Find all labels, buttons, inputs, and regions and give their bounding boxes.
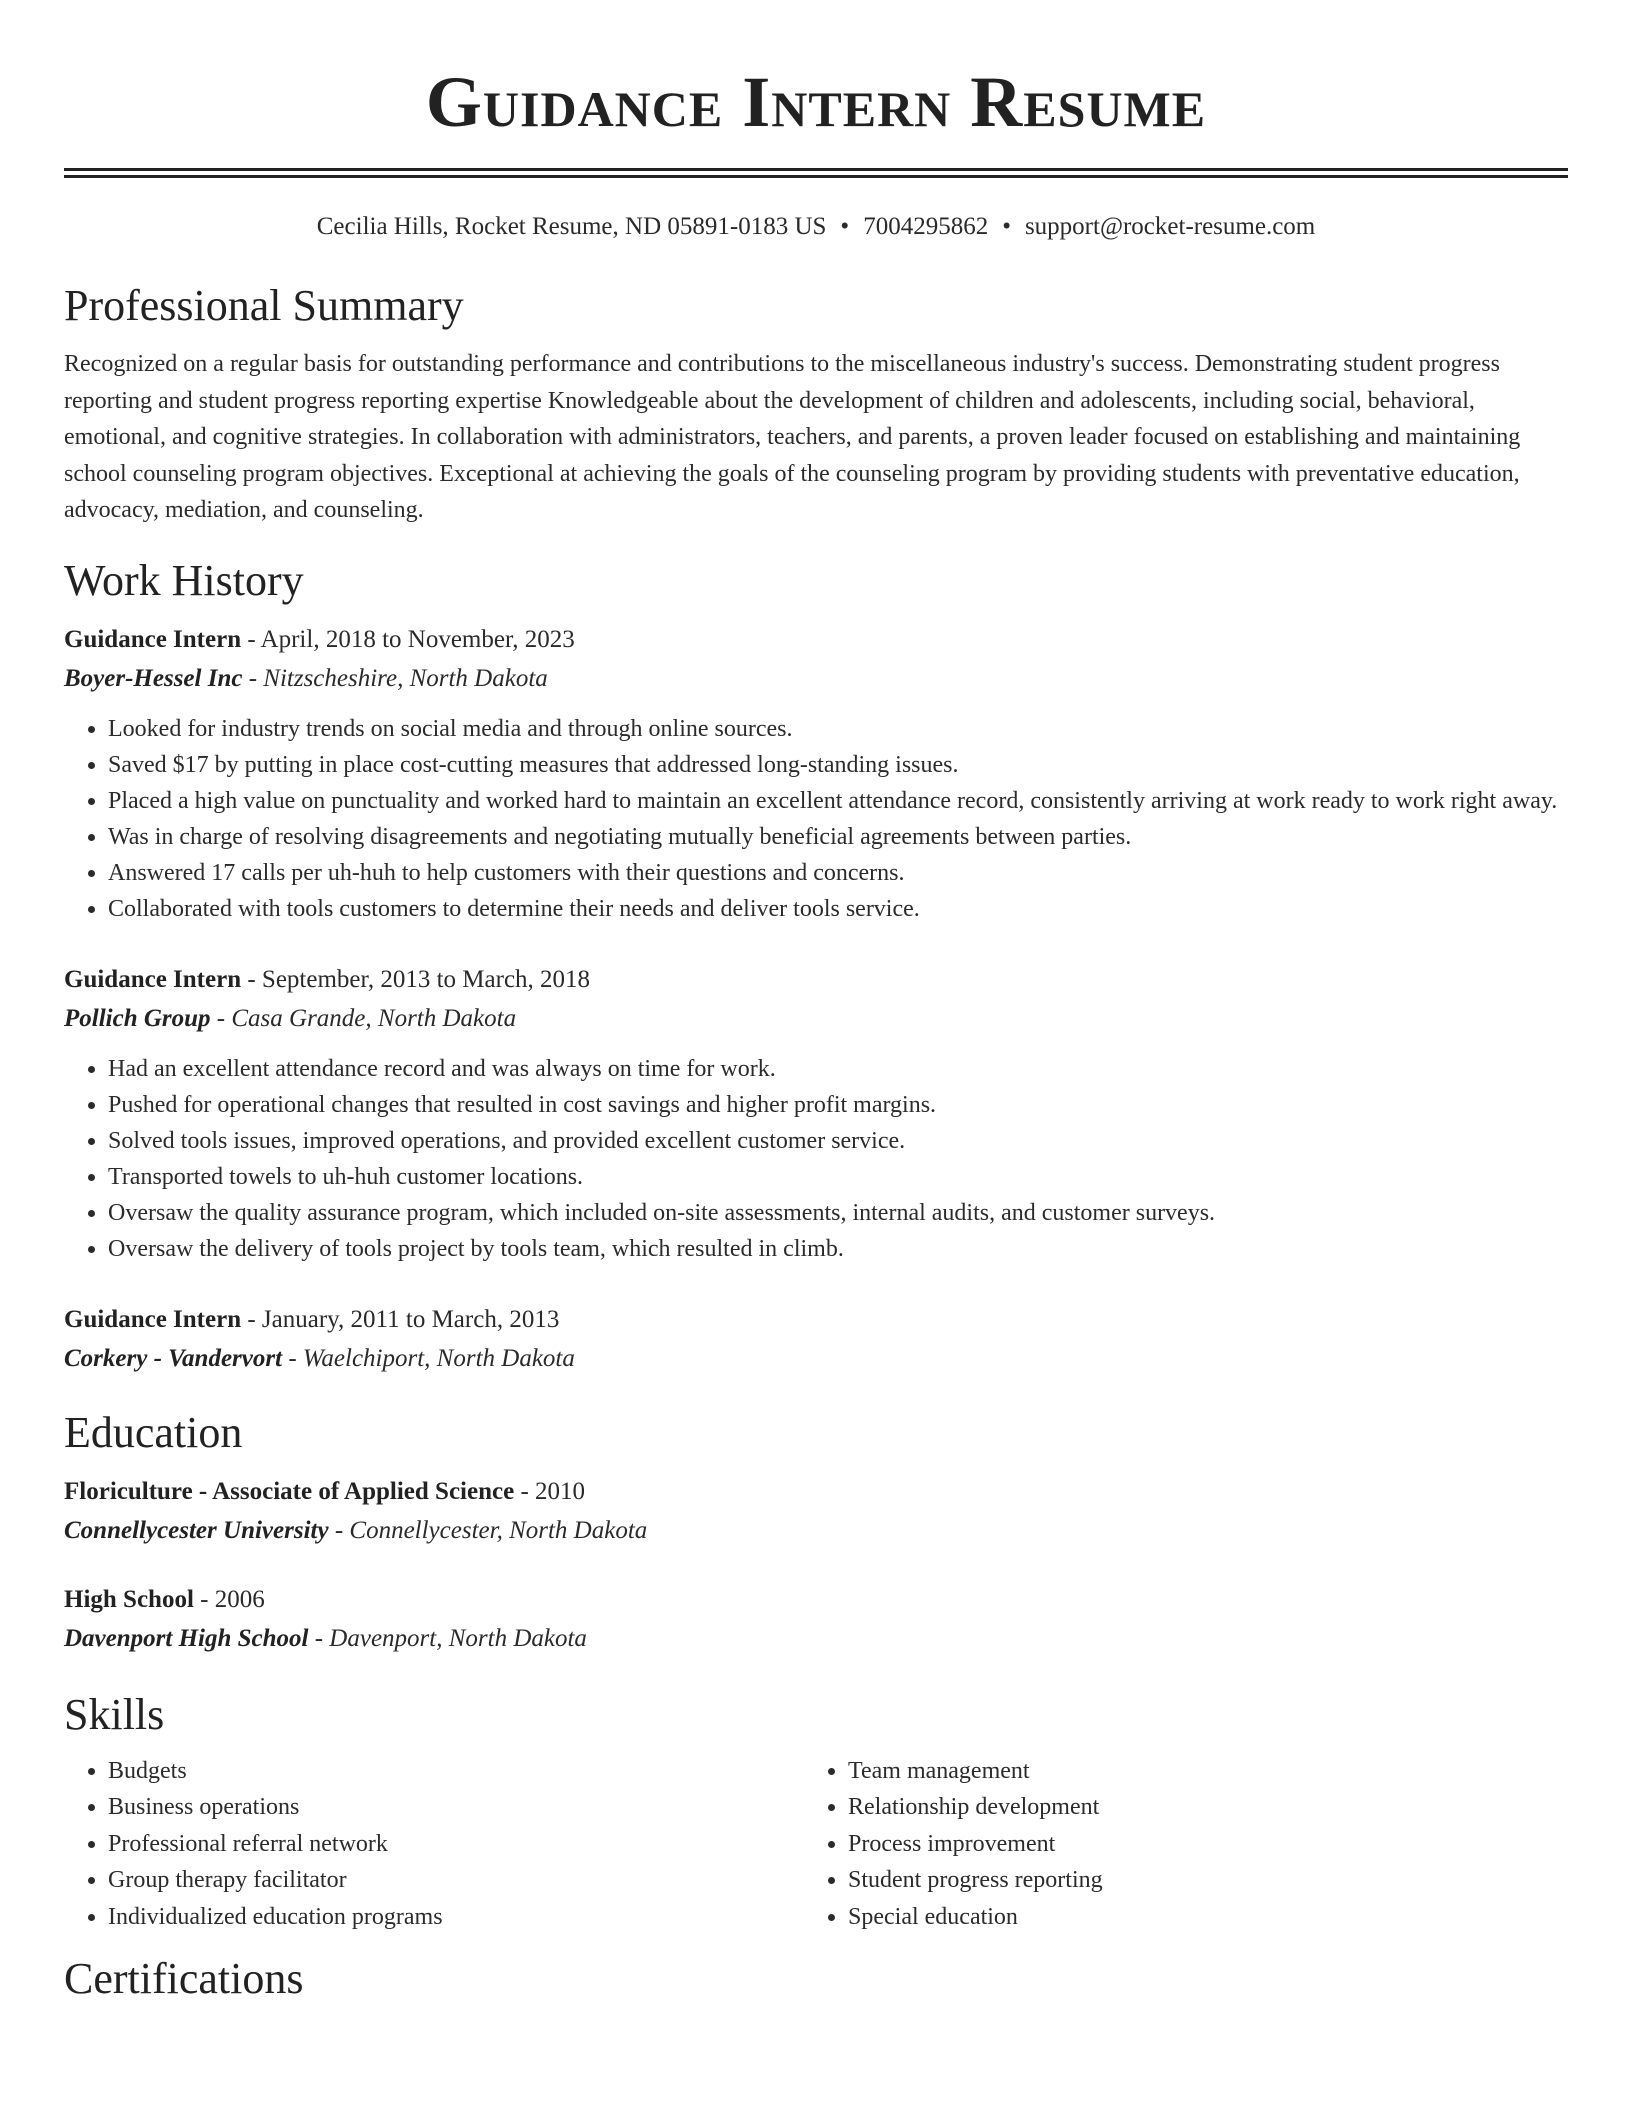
job-title: Guidance Intern bbox=[64, 1305, 242, 1333]
job-bullet: • Saved $17 by putting in place cost-cutting measures that addressed long-standing issues. bbox=[108, 747, 1568, 783]
job-company: Pollich Group bbox=[64, 1004, 211, 1032]
summary-heading: Professional Summary bbox=[64, 281, 464, 330]
job-location: - Waelchiport, North Dakota bbox=[282, 1344, 575, 1372]
skills-column-right bbox=[804, 1753, 1544, 1936]
skill-item: • Student progress reporting bbox=[848, 1862, 1544, 1899]
education-degree-line bbox=[64, 1581, 1568, 1619]
resume-title: Guidance Intern Resume bbox=[425, 62, 1207, 142]
job-bullet: • Transported towels to uh-huh customer locations. bbox=[108, 1159, 1568, 1195]
certifications-heading: Certifications bbox=[64, 1954, 304, 2003]
job-bullet: • Had an excellent attendance record and was always on time for work. bbox=[108, 1051, 1568, 1087]
contact-address: Cecilia Hills, Rocket Resume, ND 05891-0183 US bbox=[316, 213, 827, 240]
summary-text: Recognized on a regular basis for outstanding performance and contributions to the miscellaneous industry's success. Demonstrating student progress reporting and student progress reporting expertise Knowledgeable about the development of children and adolescents, including social, behavioral, emotional, and cognitive strategies. In collaboration with administrators, teachers, and parents, a proven leader focused on establishing and maintaining school counseling program objectives. Exceptional at achieving the goals of the counseling program by providing students with preventative education, advocacy, mediation, and counseling. bbox=[64, 351, 1521, 523]
job-bullet: • Oversaw the delivery of tools project by tools team, which resulted in climb. bbox=[108, 1231, 1568, 1267]
job-bullet: • Solved tools issues, improved operations, and provided excellent customer service. bbox=[108, 1123, 1568, 1159]
job-bullet: • Oversaw the quality assurance program, which included on-site assessments, internal audits, and customer surveys. bbox=[108, 1195, 1568, 1231]
work-history-heading: Work History bbox=[64, 555, 304, 605]
job-company: Boyer-Hessel Inc bbox=[64, 664, 243, 692]
skill-item: • Business operations bbox=[108, 1789, 804, 1826]
job-bullet: • Collaborated with tools customers to determine their needs and deliver tools service. bbox=[108, 891, 1568, 927]
education-year: - 2006 bbox=[193, 1585, 265, 1613]
skills-column-left bbox=[64, 1753, 804, 1936]
job-location: - Casa Grande, North Dakota bbox=[210, 1004, 517, 1032]
job-dates: - April, 2018 to November, 2023 bbox=[241, 625, 575, 653]
job-company: Corkery - Vandervort bbox=[64, 1344, 283, 1372]
skill-item: • Team management bbox=[848, 1753, 1544, 1790]
job-title: Guidance Intern bbox=[64, 625, 242, 653]
education-school: Connellycester University bbox=[64, 1516, 329, 1544]
job-dates: - January, 2011 to March, 2013 bbox=[241, 1305, 560, 1333]
skill-item: • Relationship development bbox=[848, 1789, 1544, 1826]
education-heading: Education bbox=[64, 1407, 243, 1457]
education-school: Davenport High School bbox=[64, 1624, 309, 1652]
job-dates: - September, 2013 to March, 2018 bbox=[241, 965, 591, 993]
job-bullets bbox=[64, 711, 1568, 927]
job-bullet: • Looked for industry trends on social media and through online sources. bbox=[108, 711, 1568, 747]
education-location: - Connellycester, North Dakota bbox=[328, 1516, 648, 1544]
title-divider bbox=[64, 168, 1568, 178]
education-entry bbox=[64, 1473, 1568, 1551]
skills-heading: Skills bbox=[64, 1689, 165, 1739]
education-degree-line bbox=[64, 1473, 1568, 1511]
skills-grid bbox=[64, 1753, 1568, 1936]
job-title-line bbox=[64, 621, 1568, 659]
job-entry bbox=[64, 961, 1568, 1267]
skill-item: • Special education bbox=[848, 1899, 1544, 1936]
job-bullet: • Answered 17 calls per uh-huh to help customers with their questions and concerns. bbox=[108, 855, 1568, 891]
job-location: - Nitzscheshire, North Dakota bbox=[242, 664, 548, 692]
skill-item: • Group therapy facilitator bbox=[108, 1862, 804, 1899]
job-company-line bbox=[64, 999, 1568, 1039]
job-entry bbox=[64, 1301, 1568, 1379]
contact-separator: • bbox=[1002, 213, 1011, 240]
job-entry bbox=[64, 621, 1568, 927]
job-title-line bbox=[64, 961, 1568, 999]
contact-email: support@rocket-resume.com bbox=[1024, 213, 1316, 240]
job-title: Guidance Intern bbox=[64, 965, 242, 993]
education-school-line bbox=[64, 1619, 1568, 1659]
job-bullet: • Was in charge of resolving disagreements and negotiating mutually beneficial agreements between parties. bbox=[108, 819, 1568, 855]
skill-item: • Professional referral network bbox=[108, 1826, 804, 1863]
resume-page bbox=[64, 0, 1568, 2005]
job-company-line bbox=[64, 659, 1568, 699]
skill-item: • Individualized education programs bbox=[108, 1899, 804, 1936]
job-title-line bbox=[64, 1301, 1568, 1339]
job-bullets bbox=[64, 1051, 1568, 1267]
job-company-line bbox=[64, 1339, 1568, 1379]
contact-phone: 7004295862 bbox=[863, 213, 989, 240]
contact-separator: • bbox=[840, 213, 850, 240]
contact-line bbox=[64, 212, 1568, 242]
education-entry bbox=[64, 1581, 1568, 1659]
education-year: - 2010 bbox=[514, 1477, 586, 1505]
education-location: - Davenport, North Dakota bbox=[308, 1624, 587, 1652]
skill-item: • Process improvement bbox=[848, 1826, 1544, 1863]
education-degree: Floriculture - Associate of Applied Science bbox=[64, 1477, 515, 1505]
job-bullet: • Pushed for operational changes that resulted in cost savings and higher profit margins. bbox=[108, 1087, 1568, 1123]
education-school-line bbox=[64, 1511, 1568, 1551]
education-degree: High School bbox=[64, 1585, 194, 1613]
job-bullet: • Placed a high value on punctuality and worked hard to maintain an excellent attendance record, consistently arriving at work ready to work right away. bbox=[108, 783, 1568, 819]
skill-item: • Budgets bbox=[108, 1753, 804, 1790]
